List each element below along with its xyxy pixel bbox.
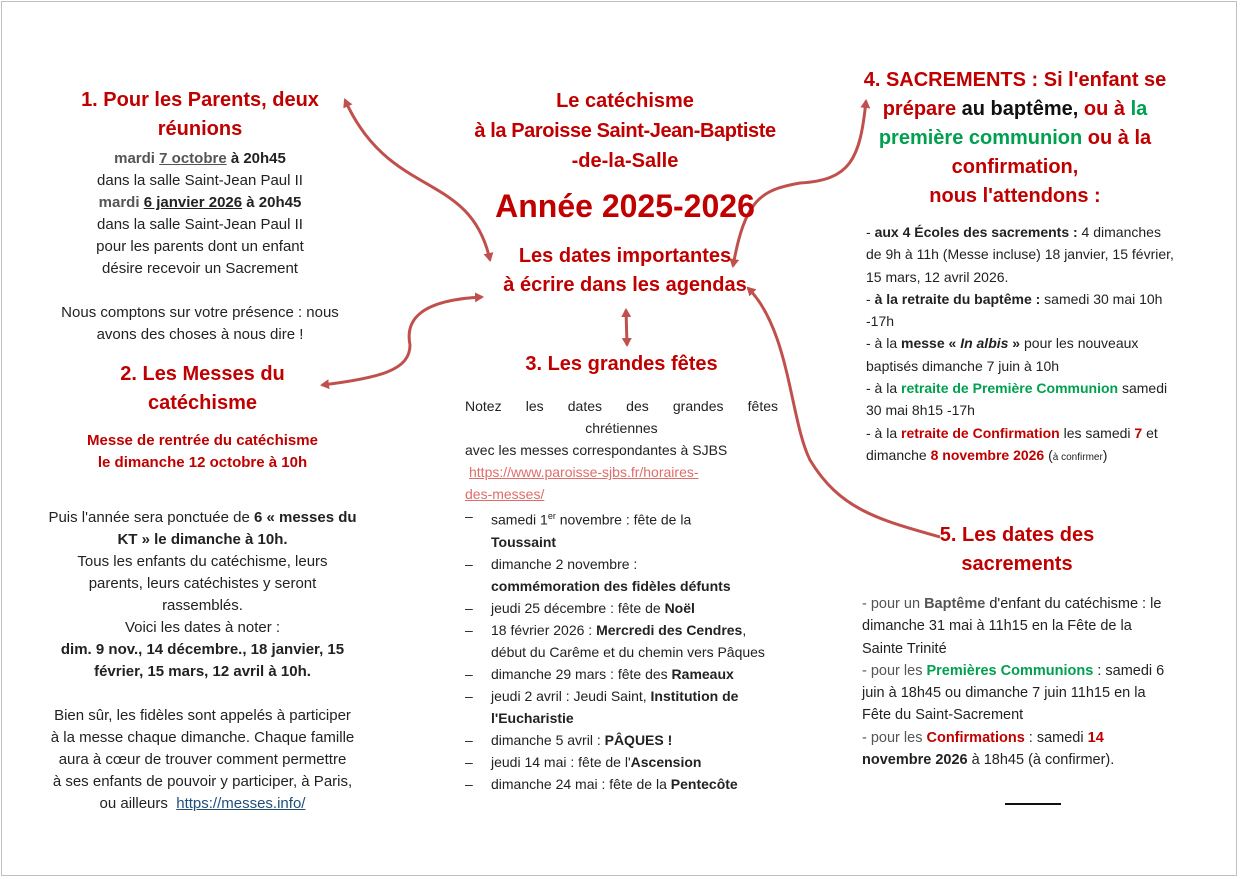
parents-section: [50, 86, 350, 346]
sacrements-heading-line-3: première communion ou à la: [878, 127, 1152, 149]
horaires-link-line-1[interactable]: https://www.paroisse-sjbs.fr/horaires-: [469, 464, 699, 480]
fete-item: – jeudi 2 avril : Jeudi Saint, Institution de l'Eucharistie: [465, 685, 778, 729]
messes-dates-line-2: février, 15 mars, 12 avril à 10h.: [94, 663, 311, 680]
fete-item: – dimanche 5 avril : PÂQUES !: [465, 729, 778, 751]
parents-body: [50, 148, 350, 346]
messes-p4-line-1: Bien sûr, les fidèles sont appelés à participer: [54, 707, 351, 724]
presence-line-1: Nous comptons sur votre présence : nous: [61, 304, 339, 321]
sacrements-heading-line-5: nous l'attendons :: [929, 185, 1101, 207]
dates-sacrements-list: [862, 593, 1172, 771]
messes-info-link[interactable]: https://messes.info/: [176, 795, 306, 812]
arrow-to-fetes: [626, 310, 627, 345]
title-line-3: -de-la-Salle: [571, 150, 679, 172]
sacrement-item-retraite-confirmation: - à la retraite de Confirmation les samedi 7 et dimanche 8 novembre 2026 (à confirmer): [866, 424, 1158, 463]
messes-p4-line-5: ou ailleurs https://messes.info/: [99, 795, 306, 812]
sacrements-list: [850, 221, 1180, 469]
meeting-2-place: dans la salle Saint-Jean Paul II: [97, 216, 303, 233]
rentree-line-1: Messe de rentrée du catéchisme: [87, 432, 318, 449]
sacrement-item-retraite-bapteme: - à la retraite du baptême : samedi 30 mai 10h -17h: [866, 290, 1163, 330]
parents-heading-line-2: réunions: [157, 118, 243, 140]
fetes-intro-line-1: Notez les dates des grandes fêtes: [465, 398, 778, 414]
sacrement-item-ecoles: - aux 4 Écoles des sacrements : 4 dimanches de 9h à 11h (Messe incluse) 18 janvier, 15 février, 15 mars, 12 avril 2026.: [866, 224, 1174, 285]
parents-heading: [50, 86, 350, 144]
sacrements-section: [850, 66, 1180, 469]
dates-heading: [455, 242, 795, 300]
fete-item: – jeudi 14 mai : fête de l'Ascension: [465, 751, 778, 773]
parents-heading-line-1: 1. Pour les Parents, deux: [81, 89, 319, 111]
parents-for-line-1: pour les parents dont un enfant: [96, 238, 304, 255]
messes-p4-line-2: à la messe chaque dimanche. Chaque famille: [50, 729, 355, 746]
sacrement-item-retraite-communion: - à la retraite de Première Communion samedi 30 mai 8h15 -17h: [866, 380, 1168, 419]
fete-item: – dimanche 29 mars : fête des Rameaux: [465, 663, 778, 685]
messes-section: [30, 360, 375, 815]
title-line-2: à la Paroisse Saint-Jean-Baptiste: [474, 120, 776, 142]
dates-sacrements-section: [862, 521, 1172, 771]
date-premieres-communions: - pour les Premières Communions : samedi 6 juin à 18h45 ou dimanche 7 juin 11h15 en la Fête du Saint-Sacrement: [862, 662, 1165, 724]
sacrements-heading: [850, 66, 1180, 211]
messes-p1: Puis l'année sera ponctuée de 6 « messes du: [48, 509, 357, 526]
horaires-link-line-2[interactable]: des-messes/: [465, 486, 545, 502]
fete-item: – dimanche 2 novembre : commémoration des fidèles défunts: [465, 553, 778, 597]
messes-p1-end: KT » le dimanche à 10h.: [117, 531, 288, 548]
center-title: [455, 86, 795, 176]
messes-p3: Voici les dates à noter :: [124, 619, 281, 636]
messes-p2-line-3: rassemblés.: [162, 597, 243, 614]
messes-heading: [30, 360, 375, 418]
messes-p2-line-2: parents, leurs catéchistes y seront: [88, 575, 317, 592]
dates-line-2: à écrire dans les agendas: [503, 274, 747, 296]
dates-sacrements-heading: [862, 521, 1172, 579]
messes-p4-line-3: aura à cœur de trouver comment permettre: [58, 751, 347, 768]
rentree-line-2: le dimanche 12 octobre à 10h: [97, 454, 308, 471]
dates-line-1: Les dates importantes: [518, 245, 732, 267]
fetes-heading: 3. Les grandes fêtes: [525, 353, 718, 375]
dates-sacrements-heading-line-1: 5. Les dates des: [939, 524, 1095, 546]
messes-body: [30, 507, 375, 815]
rentree-mass: [30, 430, 375, 474]
date-confirmations: - pour les Confirmations : samedi 14 novembre 2026 à 18h45 (à confirmer).: [862, 729, 1115, 769]
sacrements-heading-line-4: confirmation,: [951, 156, 1079, 178]
messes-p2-line-1: Tous les enfants du catéchisme, leurs: [77, 553, 328, 570]
date-bapteme: - pour un Baptême d'enfant du catéchisme : le dimanche 31 mai à 11h15 en la Fête de la Sainte Trinité: [862, 596, 1162, 657]
fetes-intro-line-3: avec les messes correspondantes à SJBS: [465, 442, 728, 458]
title-line-1: Le catéchisme: [556, 90, 694, 112]
sacrements-heading-line-1: 4. SACREMENTS : Si l'enfant se: [863, 69, 1167, 91]
sacrement-item-in-albis: - à la messe « In albis » pour les nouveaux baptisés dimanche 7 juin à 10h: [866, 335, 1139, 374]
fete-item: – samedi 1er novembre : fête de la Toussaint: [465, 505, 778, 553]
fetes-list: [465, 505, 778, 795]
meeting-1-place: dans la salle Saint-Jean Paul II: [97, 172, 303, 189]
meeting-1-date: mardi 7 octobre à 20h45: [114, 150, 286, 167]
fetes-section: [465, 349, 778, 795]
messes-heading-line-1: 2. Les Messes du: [120, 363, 285, 385]
fetes-intro: [465, 395, 778, 505]
meeting-2-date: mardi 6 janvier 2026 à 20h45: [98, 194, 302, 211]
fete-item: – 18 février 2026 : Mercredi des Cendres, début du Carême et du chemin vers Pâques: [465, 619, 778, 663]
fetes-intro-line-2: chrétiennes: [585, 420, 658, 436]
fete-item: – dimanche 24 mai : fête de la Pentecôte: [465, 773, 778, 795]
messes-dates-line-1: dim. 9 nov., 14 décembre., 18 janvier, 15: [60, 641, 345, 658]
sacrements-heading-line-2: prépare au baptême, ou à la: [882, 98, 1148, 120]
separator-line: [1005, 803, 1061, 805]
year-heading: Année 2025-2026: [495, 188, 755, 224]
presence-line-2: avons des choses à nous dire !: [96, 326, 304, 343]
messes-heading-line-2: catéchisme: [148, 392, 257, 414]
fete-item: – jeudi 25 décembre : fête de Noël: [465, 597, 778, 619]
messes-p4-line-4: à ses enfants de pouvoir y participer, à Paris,: [52, 773, 353, 790]
dates-sacrements-heading-line-2: sacrements: [961, 553, 1073, 575]
parents-for-line-2: désire recevoir un Sacrement: [102, 260, 298, 277]
